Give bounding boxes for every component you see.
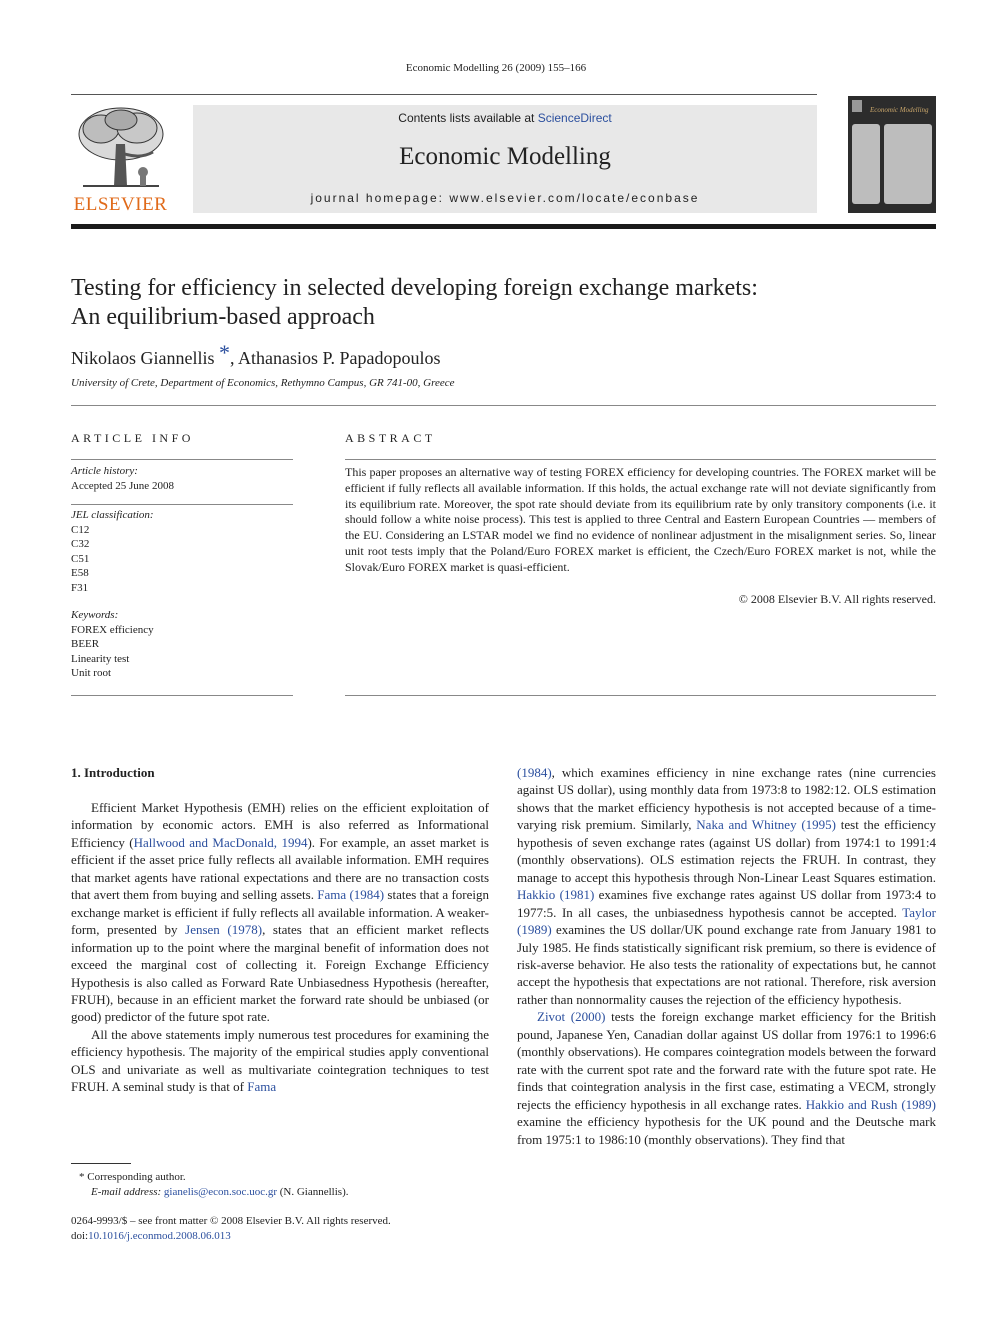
abstract-text: This paper proposes an alternative way of testing FOREX efficiency for developing countries. The FOREX market will be efficient if fully reflects all available information. If this holds, the actual exchange rate will not deviate significantly from its equilibrium rate. Moreover, the spot rate should deviate from its equilibrium rate by only transitory components (i.e. it should follow a white noise process). This test is applied to three Central and Eastern European Countries — members of the EU. Considering an LSTAR model we find no evidence of nonlinear adjustment in the misalignment series. So, linear unit root tests imply that the Poland/Euro FOREX market is efficient, the Czech/Euro FOREX market is not, while the Slovak/Euro FOREX market is quasi-efficient.: [345, 465, 936, 574]
article-history-value: Accepted 25 June 2008: [71, 479, 174, 492]
contents-prefix: Contents lists available at: [398, 111, 538, 125]
footnote-corresponding: Corresponding author.: [87, 1171, 186, 1183]
jel-classification: [71, 508, 293, 595]
article-info-heading: ARTICLE INFO: [71, 431, 194, 445]
jel-code: C32: [71, 538, 90, 550]
keyword: Linearity test: [71, 652, 130, 665]
affiliation: University of Crete, Department of Economics, Rethymno Campus, GR 741-00, Greece: [71, 377, 455, 389]
abstract-rule: [345, 459, 936, 460]
front-matter: [71, 1214, 391, 1244]
sciencedirect-link[interactable]: ScienceDirect: [537, 111, 612, 125]
header-rule: [71, 94, 817, 95]
journal-cover-thumbnail[interactable]: [848, 96, 936, 213]
title-rule: [71, 405, 936, 406]
author-name: Nikolaos Giannellis: [71, 348, 215, 368]
cover-panel-right: [884, 124, 932, 204]
email-suffix: (N. Giannellis).: [277, 1186, 349, 1198]
citation-link[interactable]: Taylor (1989): [517, 904, 936, 938]
abstract-heading: ABSTRACT: [345, 431, 436, 445]
section-heading: 1. Introduction: [71, 765, 155, 780]
keywords-label: Keywords:: [71, 609, 119, 621]
article-info-rule: [71, 504, 293, 505]
corresponding-author-marker[interactable]: *: [218, 340, 230, 365]
citation-link[interactable]: Zivot (2000): [537, 1009, 606, 1025]
keyword: Unit root: [71, 667, 112, 679]
author-list: [71, 340, 441, 370]
article-history-label: Article history:: [71, 465, 138, 477]
paper-title-line1: Testing for efficiency in selected developing foreign exchange markets:: [71, 275, 758, 301]
jel-label: JEL classification:: [71, 509, 154, 521]
paragraph: (1984), which examines efficiency in nine exchange rates (nine currencies against US dollar), using monthly data from 1973:8 to 1982:12. OLS estimation shows that the market efficiency hypothesis is not accepted because of a time-varying risk premium. Similarly, Naka and Whitney (1995) test the efficiency hypothesis of seven exchange rates (against US dollar) from 1974:1 to 1991:4 (monthly observations). OLS estimation rejects the FRUH. In contrast, they manage to accept this hypothesis through Non-Linear Least Squares estimation. Hakkio (1981) examines five exchange rates against US dollar from 1973:4 to 1977:5. In all cases, the unbiasedness hypothesis cannot be accepted. Taylor (1989) examines the US dollar/UK pound exchange rate from January 1981 to July 1985. He finds statistically significant risk premium, so there is evidence of risk-averse behavior. He also tests the rationality of expectations but, he cannot accept the hypothesis that expectations are not rational. Therefore, risk aversion rather than nonnormality causes the rejection of the efficiency hypothesis.: [517, 765, 936, 1007]
citation-link[interactable]: Jensen (1978): [185, 922, 263, 938]
footnote-marker: *: [79, 1171, 85, 1183]
author-separator: ,: [229, 348, 238, 368]
running-head: Economic Modelling 26 (2009) 155–166: [405, 62, 587, 74]
elsevier-tree-icon: [71, 104, 170, 194]
elsevier-wordmark: ELSEVIER: [73, 194, 168, 215]
journal-homepage-link[interactable]: journal homepage: www.elsevier.com/locate/econbase: [310, 191, 700, 205]
citation-link[interactable]: Hakkio and Rush (1989): [805, 1096, 936, 1112]
footnote-rule: [71, 1163, 131, 1164]
citation-link[interactable]: Fama (1984): [317, 887, 385, 903]
cover-title: Economic Modelling: [870, 106, 929, 114]
citation-link[interactable]: (1984): [517, 765, 552, 780]
keyword: FOREX efficiency: [71, 623, 154, 636]
citation-link[interactable]: Hakkio (1981): [517, 887, 595, 903]
doi-label: doi:: [71, 1230, 89, 1242]
keyword: BEER: [71, 638, 100, 650]
cover-logo-icon: [852, 100, 862, 112]
contents-line: [193, 111, 817, 125]
keywords: [71, 608, 293, 681]
elsevier-logo[interactable]: [71, 104, 170, 216]
jel-code: C12: [71, 523, 90, 536]
journal-title: Economic Modelling: [399, 143, 611, 170]
paper-title: [71, 274, 936, 332]
citation-link[interactable]: Hallwood and MacDonald, 1994: [133, 834, 308, 850]
paper-title-line2: An equilibrium-based approach: [71, 304, 375, 330]
article-history: [71, 464, 293, 493]
journal-banner: [193, 105, 817, 213]
abstract-copyright: © 2008 Elsevier B.V. All rights reserved.: [738, 592, 936, 606]
jel-code: C51: [71, 552, 90, 565]
jel-code: E58: [71, 567, 89, 579]
citation-link[interactable]: Naka and Whitney (1995): [696, 817, 837, 833]
body-column-right: [517, 764, 936, 1148]
paragraph: All the above statements imply numerous test procedures for examining the efficiency hypothesis. The majority of the empirical studies apply conventional OLS and univariate as well as multivariate cointegration techniques to test FRUH. A seminal study is that of Fama: [71, 1026, 489, 1095]
abstract-rule: [345, 695, 936, 696]
paragraph: Efficient Market Hypothesis (EMH) relies on the efficient exploitation of information by economic actors. EMH is also referred as Informational Efficiency (Hallwood and MacDonald, 1994). For example, an asset market is efficient if the asset price fully reflects all available information. EMH requires that market agents have rational expectations and there are no transaction costs that avert them from buying and selling assets. Fama (1984) states that a foreign exchange market is efficient if fully reflects all available information. A weaker-form, presented by Jensen (1978), states that an efficient market reflects information up to the point where the marginal benefit of information does not exceed the marginal cost of collecting it. Foreign Exchange Efficiency Hypothesis is also called as Forward Rate Unbiasedness Hypothesis (hereafter, FRUH), because in an efficient market the forward rate should be unbiased (or good) predictor of the future spot rate.: [71, 800, 489, 1025]
paragraph: Zivot (2000) tests the foreign exchange market efficiency for the British pound, Japanese Yen, Canadian dollar against US dollar from 1976:1 to 1996:6 (monthly observations). He compares cointegration models between the forward rate with the current spot rate and the forward rate with the future spot rate. He finds that cointegration analysis in the first case, estimating a VECM, strongly rejects the efficiency hypothesis in all exchange rates. Hakkio and Rush (1989) examine the efficiency hypothesis for the UK pound and the Deutsche mark from 1975:1 to 1986:10 (monthly observations). They find that: [517, 1009, 936, 1147]
footnote: [71, 1170, 348, 1200]
body-column-left: [71, 799, 489, 1096]
email-label: E-mail address:: [91, 1186, 164, 1198]
author-name: Athanasios P. Papadopoulos: [238, 348, 441, 368]
cover-panel-left: [852, 124, 880, 204]
article-info-rule: [71, 459, 293, 460]
email-link[interactable]: gianelis@econ.soc.uoc.gr: [163, 1186, 277, 1198]
header-thick-rule: [71, 224, 936, 229]
citation-link[interactable]: Fama: [247, 1079, 277, 1095]
article-info-rule: [71, 695, 293, 696]
doi-link[interactable]: 10.1016/j.econmod.2008.06.013: [88, 1230, 231, 1242]
jel-code: F31: [71, 581, 89, 594]
issn-line: 0264-9993/$ – see front matter © 2008 Elsevier B.V. All rights reserved.: [71, 1215, 391, 1227]
